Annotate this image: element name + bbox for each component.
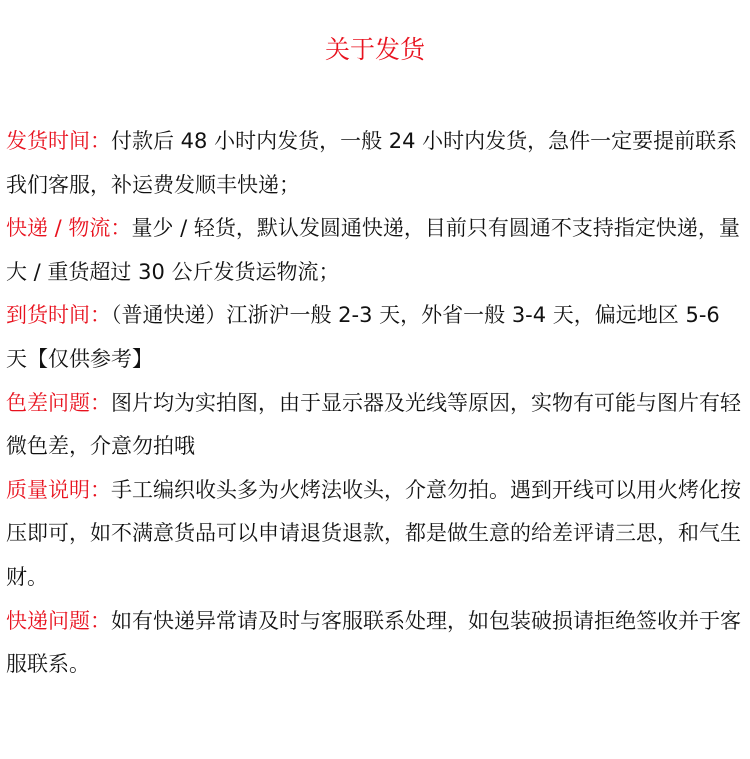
section-shipping-time bbox=[6, 120, 746, 207]
section-label: 色差问题： bbox=[6, 390, 111, 415]
shipping-info-list bbox=[6, 120, 746, 687]
section-text: 付款后 48 小时内发货，一般 24 小时内发货，急件一定要提前联系我们客服，补运费发顺丰快递； bbox=[6, 129, 738, 197]
section-color-difference bbox=[6, 382, 746, 469]
section-courier-logistics bbox=[6, 207, 746, 294]
section-text: 如有快递异常请及时与客服联系处理，如包装破损请拒绝签收并于客服联系。 bbox=[6, 608, 741, 677]
section-text: 量少 / 轻货，默认发圆通快递，目前只有圆通不支持指定快递，量大 / 重货超过 30 公斤发货运物流； bbox=[6, 216, 740, 284]
page-title: 关于发货 bbox=[324, 35, 425, 64]
section-quality-note bbox=[6, 469, 746, 600]
section-courier-issues bbox=[6, 600, 746, 687]
section-text: （普通快递）江浙沪一般 2-3 天，外省一般 3-4 天，偏远地区 5-6 天【仅供参考】 bbox=[6, 303, 720, 371]
section-label: 快递 / 物流： bbox=[6, 216, 132, 241]
section-text: 手工编织收头多为火烤法收头，介意勿拍。遇到开线可以用火烤化按压即可，如不满意货品可以申请退货退款，都是做生意的给差评请三思，和气生财。 bbox=[6, 477, 741, 589]
section-arrival-time bbox=[6, 294, 746, 381]
section-text: 图片均为实拍图，由于显示器及光线等原因，实物有可能与图片有轻微色差，介意勿拍哦 bbox=[6, 390, 741, 459]
section-label: 发货时间： bbox=[6, 129, 111, 153]
section-label: 质量说明： bbox=[6, 477, 111, 502]
section-label: 快递问题： bbox=[6, 608, 111, 633]
section-label: 到货时间： bbox=[6, 303, 111, 328]
